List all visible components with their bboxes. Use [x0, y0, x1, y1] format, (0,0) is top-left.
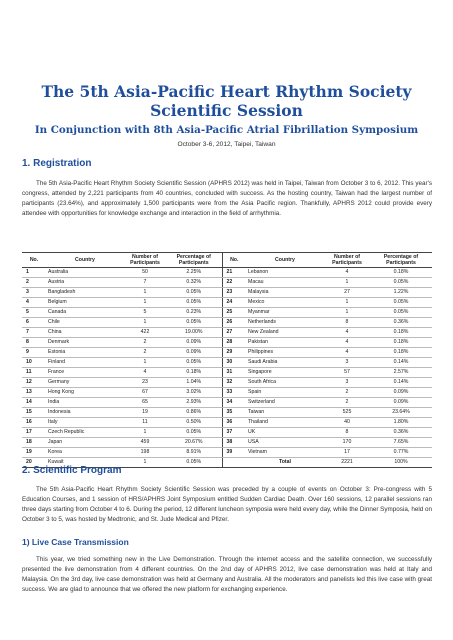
cell-participants: 4: [324, 268, 370, 278]
cell-percentage: 7.65%: [370, 438, 432, 448]
table-row: [22, 348, 432, 358]
cell-no: 18: [22, 438, 46, 448]
cell-no: 1: [22, 268, 46, 278]
cell-percentage: 0.05%: [370, 278, 432, 288]
cell-country: Australia: [46, 268, 124, 278]
cell-participants: 1: [124, 298, 166, 308]
table-row: [22, 358, 432, 368]
cell-no: 24: [222, 298, 246, 308]
cell-participants: 2: [124, 348, 166, 358]
cell-no: 33: [222, 388, 246, 398]
cell-participants: 65: [124, 398, 166, 408]
cell-participants: 1: [124, 358, 166, 368]
cell-percentage: 8.91%: [166, 448, 222, 458]
section-heading-scientific-program: 2. Scientific Program: [22, 465, 122, 476]
cell-country: Belgium: [46, 298, 124, 308]
cell-percentage: 1.22%: [370, 288, 432, 298]
cell-participants: 17: [324, 448, 370, 458]
cell-no: [222, 458, 246, 468]
cell-participants: 4: [324, 338, 370, 348]
cell-participants: 1: [324, 308, 370, 318]
cell-participants: 2221: [324, 458, 370, 468]
table-row: [22, 418, 432, 428]
cell-participants: 40: [324, 418, 370, 428]
cell-country: Philippines: [246, 348, 324, 358]
cell-no: 32: [222, 378, 246, 388]
header-participants: Number of Participants: [324, 253, 370, 268]
cell-percentage: 0.36%: [370, 428, 432, 438]
cell-country: Pakistan: [246, 338, 324, 348]
registration-table: [22, 252, 432, 468]
cell-no: 23: [222, 288, 246, 298]
cell-country: South Africa: [246, 378, 324, 388]
table-row: [22, 408, 432, 418]
cell-no: 6: [22, 318, 46, 328]
cell-percentage: 0.05%: [370, 308, 432, 318]
cell-country: Singapore: [246, 368, 324, 378]
cell-country: Macau: [246, 278, 324, 288]
cell-participants: 1: [124, 288, 166, 298]
live-case-paragraph: This year, we tried something new in the Live Demonstration. Through the internet access and the satellite connection, we successfully presented the live demonstration from 4 different countries. On the 2nd day of APHRS 2012, live case demonstration was held at Italy and Malaysia. On the 3rd day, live case demonstration was held at Germany and Australia. All the moderators and panelists led this live case with great success. We are glad to announce that we offered the new platform for exchanging experience.: [22, 556, 432, 593]
cell-participants: 1: [124, 318, 166, 328]
cell-country: India: [46, 398, 124, 408]
cell-participants: 170: [324, 438, 370, 448]
table-row: [22, 298, 432, 308]
page-title-line-1: The 5th Asia-Pacific Heart Rhythm Society: [41, 82, 412, 101]
cell-percentage: 0.14%: [370, 378, 432, 388]
page-subtitle: In Conjunction with 8th Asia-Pacific Atrial Fibrillation Symposium: [34, 124, 419, 136]
cell-percentage: 0.09%: [370, 388, 432, 398]
cell-participants: 57: [324, 368, 370, 378]
header-percentage: Percentage of Participants: [370, 253, 432, 268]
cell-no: 4: [22, 298, 46, 308]
cell-percentage: 0.14%: [370, 358, 432, 368]
subsection-heading-live-case: 1) Live Case Transmission: [22, 537, 129, 547]
cell-percentage: 2.93%: [166, 398, 222, 408]
cell-country: Canada: [46, 308, 124, 318]
cell-participants: 1: [124, 458, 166, 468]
section-heading-registration: 1. Registration: [22, 158, 92, 169]
cell-percentage: 0.05%: [166, 288, 222, 298]
cell-country: UK: [246, 428, 324, 438]
cell-no: 26: [222, 318, 246, 328]
cell-percentage: 0.05%: [166, 358, 222, 368]
cell-country: Myanmar: [246, 308, 324, 318]
cell-percentage: 0.18%: [370, 348, 432, 358]
header-no: No.: [22, 253, 46, 268]
cell-country: Italy: [46, 418, 124, 428]
cell-no: 37: [222, 428, 246, 438]
cell-country: USA: [246, 438, 324, 448]
table-row: [22, 428, 432, 438]
scientific-program-paragraph: The 5th Asia-Pacific Heart Rhythm Society Scientific Session was preceded by a couple of events on October 3: Pre-congress with 5 Education Courses, and 1 session of HRS/APHRS Joint Symposium entitled Sudden Cardiac Death. Over 160 sessions, 12 parallel sessions ran three days starting from October 4 to 6. During the period, 12 different luncheon symposia were held every day, while the Dinner Symposia, held on October 3 to 5, was hosted by Medtronic, and St. Jude Medical and Pfizer.: [22, 486, 432, 523]
table-row: [22, 368, 432, 378]
cell-country: Lebanon: [246, 268, 324, 278]
cell-percentage: 0.18%: [166, 368, 222, 378]
cell-percentage: 1.04%: [166, 378, 222, 388]
cell-no: 29: [222, 348, 246, 358]
cell-no: 9: [22, 348, 46, 358]
cell-no: 15: [22, 408, 46, 418]
cell-no: 27: [222, 328, 246, 338]
cell-country: Germany: [46, 378, 124, 388]
table-row: [22, 438, 432, 448]
cell-no: 28: [222, 338, 246, 348]
cell-no: 19: [22, 448, 46, 458]
cell-participants: 1: [124, 428, 166, 438]
cell-country: Saudi Arabia: [246, 358, 324, 368]
cell-no: 10: [22, 358, 46, 368]
cell-no: 20: [22, 458, 46, 468]
cell-percentage: 0.09%: [370, 398, 432, 408]
cell-participants: 1: [324, 278, 370, 288]
registration-paragraph: The 5th Asia-Pacific Heart Rhythm Society Scientific Session (APHRS 2012) was held in Taipei, Taiwan from October 3 to 6, 2012. This year's congress, attended by 2,221 participants from 40 countries, concluded with success. As the hosting country, Taiwan had the largest number of participants (23.64%), and approximately 1,500 participants were from the Asia Pacific region. Thankfully, APHRS 2012 could provide every attendee with opportunities for knowledge exchange and interaction in the field of arrhythmia.: [22, 180, 432, 217]
cell-percentage: 19.00%: [166, 328, 222, 338]
cell-participants: 3: [324, 358, 370, 368]
cell-participants: 1: [324, 298, 370, 308]
cell-country: Spain: [246, 388, 324, 398]
cell-country: Switzerland: [246, 398, 324, 408]
cell-participants: 4: [324, 328, 370, 338]
cell-no: 16: [22, 418, 46, 428]
cell-participants: 2: [324, 398, 370, 408]
cell-percentage: 0.05%: [166, 428, 222, 438]
cell-percentage: 2.25%: [166, 268, 222, 278]
cell-no: 13: [22, 388, 46, 398]
table-row: [22, 278, 432, 288]
cell-participants: 4: [324, 348, 370, 358]
cell-country: Mexico: [246, 298, 324, 308]
cell-percentage: 0.23%: [166, 308, 222, 318]
cell-percentage: 0.05%: [166, 298, 222, 308]
cell-percentage: 23.64%: [370, 408, 432, 418]
table-header-row: [22, 253, 432, 268]
cell-percentage: 0.09%: [166, 338, 222, 348]
table-row: [22, 328, 432, 338]
cell-percentage: 1.80%: [370, 418, 432, 428]
cell-country: China: [46, 328, 124, 338]
cell-percentage: 0.18%: [370, 268, 432, 278]
cell-country: Vietnam: [246, 448, 324, 458]
cell-no: 38: [222, 438, 246, 448]
header-no: No.: [222, 253, 246, 268]
cell-no: 2: [22, 278, 46, 288]
cell-country: Bangladesh: [46, 288, 124, 298]
cell-participants: 422: [124, 328, 166, 338]
cell-no: 12: [22, 378, 46, 388]
cell-percentage: 0.05%: [166, 458, 222, 468]
cell-participants: 50: [124, 268, 166, 278]
cell-percentage: 0.86%: [166, 408, 222, 418]
cell-country: Netherlands: [246, 318, 324, 328]
table-row: [22, 388, 432, 398]
header-country: Country: [246, 253, 324, 268]
cell-country: Thailand: [246, 418, 324, 428]
cell-no: 14: [22, 398, 46, 408]
cell-participants: 23: [124, 378, 166, 388]
page-title-line-2: Scientific Session: [150, 101, 303, 120]
cell-participants: 8: [324, 318, 370, 328]
cell-participants: 2: [124, 338, 166, 348]
cell-percentage: 0.05%: [166, 318, 222, 328]
cell-participants: 4: [124, 368, 166, 378]
cell-participants: 5: [124, 308, 166, 318]
cell-country: Taiwan: [246, 408, 324, 418]
cell-no: 5: [22, 308, 46, 318]
cell-participants: 459: [124, 438, 166, 448]
cell-percentage: 2.57%: [370, 368, 432, 378]
cell-percentage: 0.50%: [166, 418, 222, 428]
table-row: [22, 398, 432, 408]
cell-no: 7: [22, 328, 46, 338]
cell-country: Indonesia: [46, 408, 124, 418]
cell-country: Estonia: [46, 348, 124, 358]
event-date: October 3-6, 2012, Taipei, Taiwan: [177, 141, 276, 148]
cell-percentage: 100%: [370, 458, 432, 468]
cell-no: 34: [222, 398, 246, 408]
table-row: [22, 288, 432, 298]
cell-participants: 7: [124, 278, 166, 288]
cell-participants: 67: [124, 388, 166, 398]
cell-percentage: 0.05%: [370, 298, 432, 308]
cell-country: Finland: [46, 358, 124, 368]
cell-country: France: [46, 368, 124, 378]
cell-no: 30: [222, 358, 246, 368]
table-row: [22, 448, 432, 458]
cell-country: Kuwait: [46, 458, 124, 468]
table-row: [22, 378, 432, 388]
cell-country: Austria: [46, 278, 124, 288]
cell-no: 39: [222, 448, 246, 458]
table-row: [22, 318, 432, 328]
cell-no: 25: [222, 308, 246, 318]
cell-country: Chile: [46, 318, 124, 328]
cell-country: Japan: [46, 438, 124, 448]
cell-participants: 8: [324, 428, 370, 438]
cell-percentage: 0.18%: [370, 328, 432, 338]
cell-participants: 198: [124, 448, 166, 458]
cell-country: New Zealand: [246, 328, 324, 338]
header-participants: Number of Participants: [124, 253, 166, 268]
cell-percentage: 0.09%: [166, 348, 222, 358]
cell-country: Denmark: [46, 338, 124, 348]
cell-percentage: 3.02%: [166, 388, 222, 398]
cell-participants: 3: [324, 378, 370, 388]
header-percentage: Percentage of Participants: [166, 253, 222, 268]
table-row: [22, 268, 432, 278]
cell-percentage: 0.32%: [166, 278, 222, 288]
cell-percentage: 0.18%: [370, 338, 432, 348]
cell-no: 36: [222, 418, 246, 428]
table-row: [22, 338, 432, 348]
cell-percentage: 0.77%: [370, 448, 432, 458]
cell-participants: 11: [124, 418, 166, 428]
cell-no: 31: [222, 368, 246, 378]
cell-country: Korea: [46, 448, 124, 458]
cell-country: Total: [246, 458, 324, 468]
cell-participants: 525: [324, 408, 370, 418]
cell-participants: 2: [324, 388, 370, 398]
cell-no: 22: [222, 278, 246, 288]
header-country: Country: [46, 253, 124, 268]
cell-participants: 19: [124, 408, 166, 418]
cell-no: 17: [22, 428, 46, 438]
cell-no: 35: [222, 408, 246, 418]
cell-country: Hong Kong: [46, 388, 124, 398]
cell-percentage: 0.36%: [370, 318, 432, 328]
table-row: [22, 308, 432, 318]
cell-percentage: 20.67%: [166, 438, 222, 448]
cell-participants: 27: [324, 288, 370, 298]
cell-no: 8: [22, 338, 46, 348]
cell-country: Malaysia: [246, 288, 324, 298]
cell-no: 3: [22, 288, 46, 298]
cell-country: Czech Republic: [46, 428, 124, 438]
cell-no: 21: [222, 268, 246, 278]
cell-no: 11: [22, 368, 46, 378]
